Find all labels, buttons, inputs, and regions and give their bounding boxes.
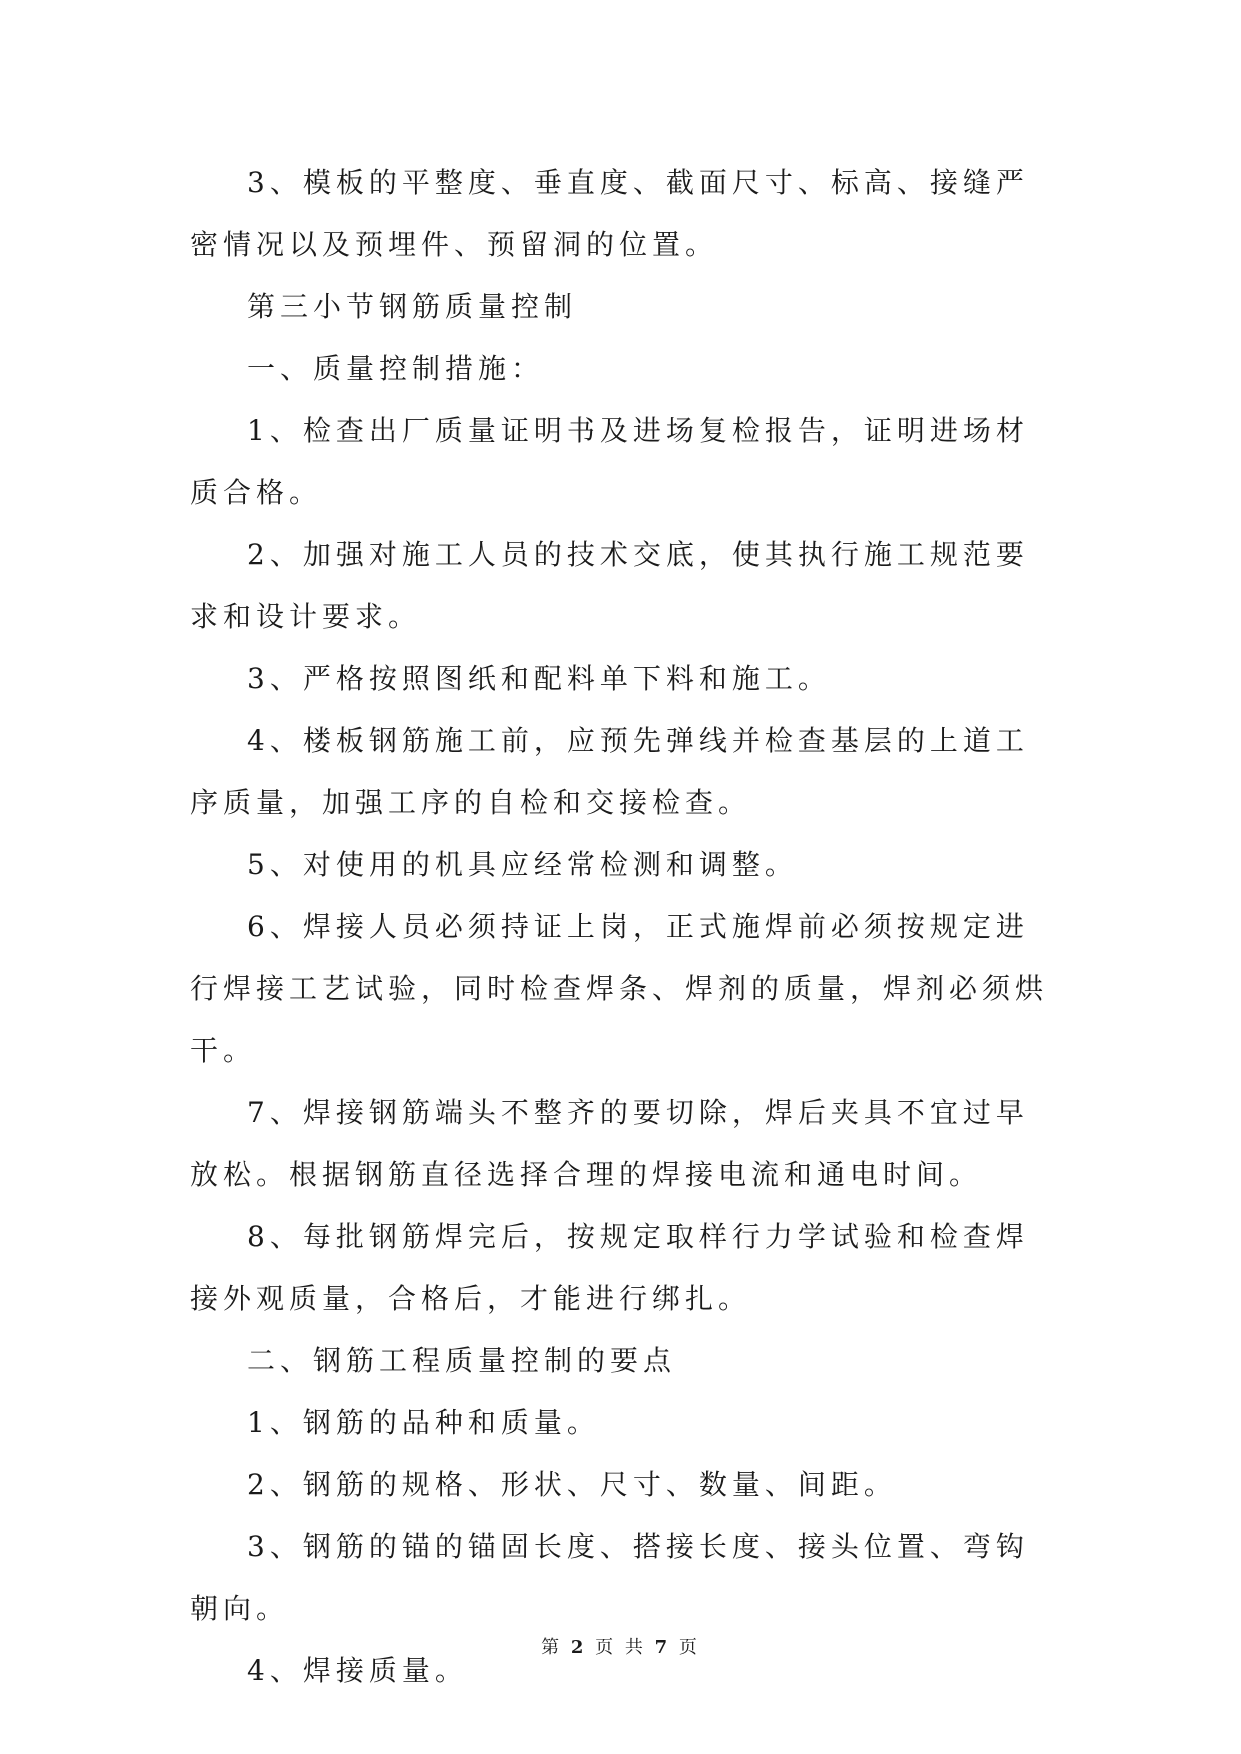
paragraph-measure-6: 6、焊接人员必须持证上岗，正式施焊前必须按规定进行焊接工艺试验，同时检查焊条、焊剂的质量，焊剂必须烘干。	[190, 910, 1049, 1067]
paragraph-measure-2: 2、加强对施工人员的技术交底，使其执行施工规范要求和设计要求。	[190, 538, 1029, 633]
paragraph-point-3: 3、钢筋的锚的锚固长度、搭接长度、接头位置、弯钩朝向。	[190, 1530, 1029, 1625]
footer-prefix: 第	[541, 1637, 563, 1658]
document-body	[190, 152, 1050, 1702]
paragraph-measure-8: 8、每批钢筋焊完后，按规定取样行力学试验和检查焊接外观质量，合格后，才能进行绑扎。	[190, 1220, 1029, 1315]
paragraph-item3-formwork: 3、模板的平整度、垂直度、截面尺寸、标高、接缝严密情况以及预埋件、预留洞的位置。	[190, 166, 1029, 261]
paragraph-measure-4: 4、楼板钢筋施工前，应预先弹线并检查基层的上道工序质量，加强工序的自检和交接检查。	[190, 724, 1029, 819]
footer-middle: 页 共	[595, 1637, 646, 1658]
footer-current-page: 2	[570, 1637, 587, 1658]
subheading-control-measures: 一、质量控制措施：	[247, 352, 545, 385]
paragraph-measure-7: 7、焊接钢筋端头不整齐的要切除，焊后夹具不宜过早放松。根据钢筋直径选择合理的焊接电流和通电时间。	[190, 1096, 1029, 1191]
paragraph-measure-5: 5、对使用的机具应经常检测和调整。	[247, 848, 798, 881]
paragraph-measure-3: 3、严格按照图纸和配料单下料和施工。	[247, 662, 831, 695]
page-footer	[0, 1633, 1241, 1659]
footer-suffix: 页	[678, 1637, 700, 1658]
subheading-key-points: 二、钢筋工程质量控制的要点	[247, 1344, 677, 1377]
paragraph-measure-1: 1、检查出厂质量证明书及进场复检报告，证明进场材质合格。	[190, 414, 1029, 509]
paragraph-point-4: 4、焊接质量。	[247, 1654, 468, 1687]
section-heading-rebar-quality: 第三小节钢筋质量控制	[247, 290, 578, 323]
paragraph-point-1: 1、钢筋的品种和质量。	[247, 1406, 600, 1439]
footer-total-pages: 7	[654, 1637, 671, 1658]
paragraph-point-2: 2、钢筋的规格、形状、尺寸、数量、间距。	[247, 1468, 897, 1501]
